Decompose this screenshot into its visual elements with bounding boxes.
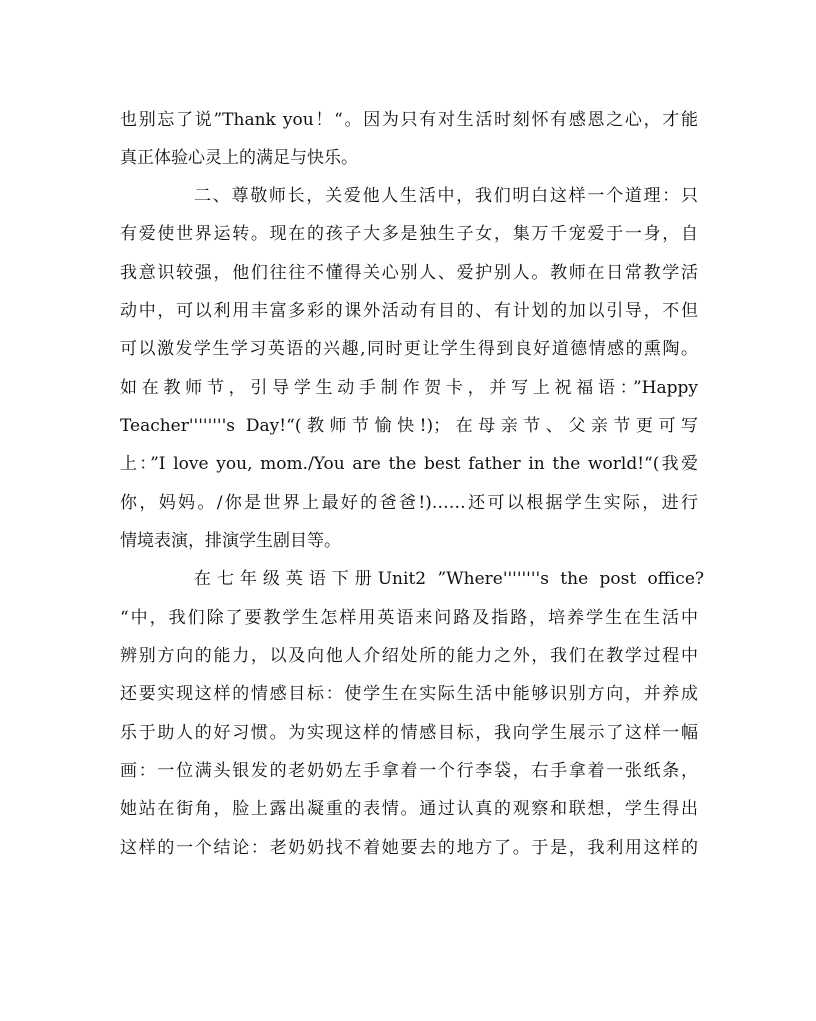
text-line: 在七年级英语下册Unit2 ”Where''''''''s the post office?: [194, 569, 704, 589]
text-line: 她站在街角，脸上露出凝重的表情。通过认真的观察和联想，学生得出: [120, 799, 698, 819]
text-line: 动中，可以利用丰富多彩的课外活动有目的、有计划的加以引导，不但: [120, 301, 698, 321]
text-line: “中，我们除了要教学生怎样用英语来问路及指路，培养学生在生活中: [120, 608, 698, 628]
text-line: 画：一位满头银发的老奶奶左手拿着一个行李袋，右手拿着一张纸条，: [120, 761, 698, 781]
text-line: 也别忘了说”Thank you！“。因为只有对生活时刻怀有感恩之心，才能: [120, 110, 698, 130]
text-line: 我意识较强，他们往往不懂得关心别人、爱护别人。教师在日常教学活: [120, 263, 698, 283]
text-line: 还要实现这样的情感目标：使学生在实际生活中能够识别方向，并养成: [120, 684, 698, 704]
text-line: 辨别方向的能力，以及向他人介绍处所的能力之外，我们在教学过程中: [120, 646, 698, 666]
paragraph-heading-line: 二、尊敬师长，关爱他人生活中，我们明白这样一个道理：只: [194, 186, 698, 206]
text-line: 情境表演，排演学生剧目等。: [120, 531, 341, 551]
text-line: 你，妈妈。/你是世界上最好的爸爸!)……还可以根据学生实际，进行: [120, 493, 698, 513]
text-line: Teacher''''''''s Day!“(教师节愉快!)；在母亲节、父亲节更可写: [120, 416, 698, 436]
text-line: 乐于助人的好习惯。为实现这样的情感目标，我向学生展示了这样一幅: [120, 723, 698, 743]
text-line: 如在教师节，引导学生动手制作贺卡，并写上祝福语：”Happy: [120, 378, 698, 398]
text-line: 可以激发学生学习英语的兴趣,同时更让学生得到良好道德情感的熏陶。: [120, 339, 698, 359]
text-line: 上：”I love you, mom./You are the best father in the world!“(我爱: [120, 454, 698, 474]
text-line: 这样的一个结论：老奶奶找不着她要去的地方了。于是，我利用这样的: [120, 838, 698, 858]
text-line: 真正体验心灵上的满足与快乐。: [120, 148, 358, 168]
text-line: 有爱使世界运转。现在的孩子大多是独生子女，集万千宠爱于一身，自: [120, 224, 698, 244]
